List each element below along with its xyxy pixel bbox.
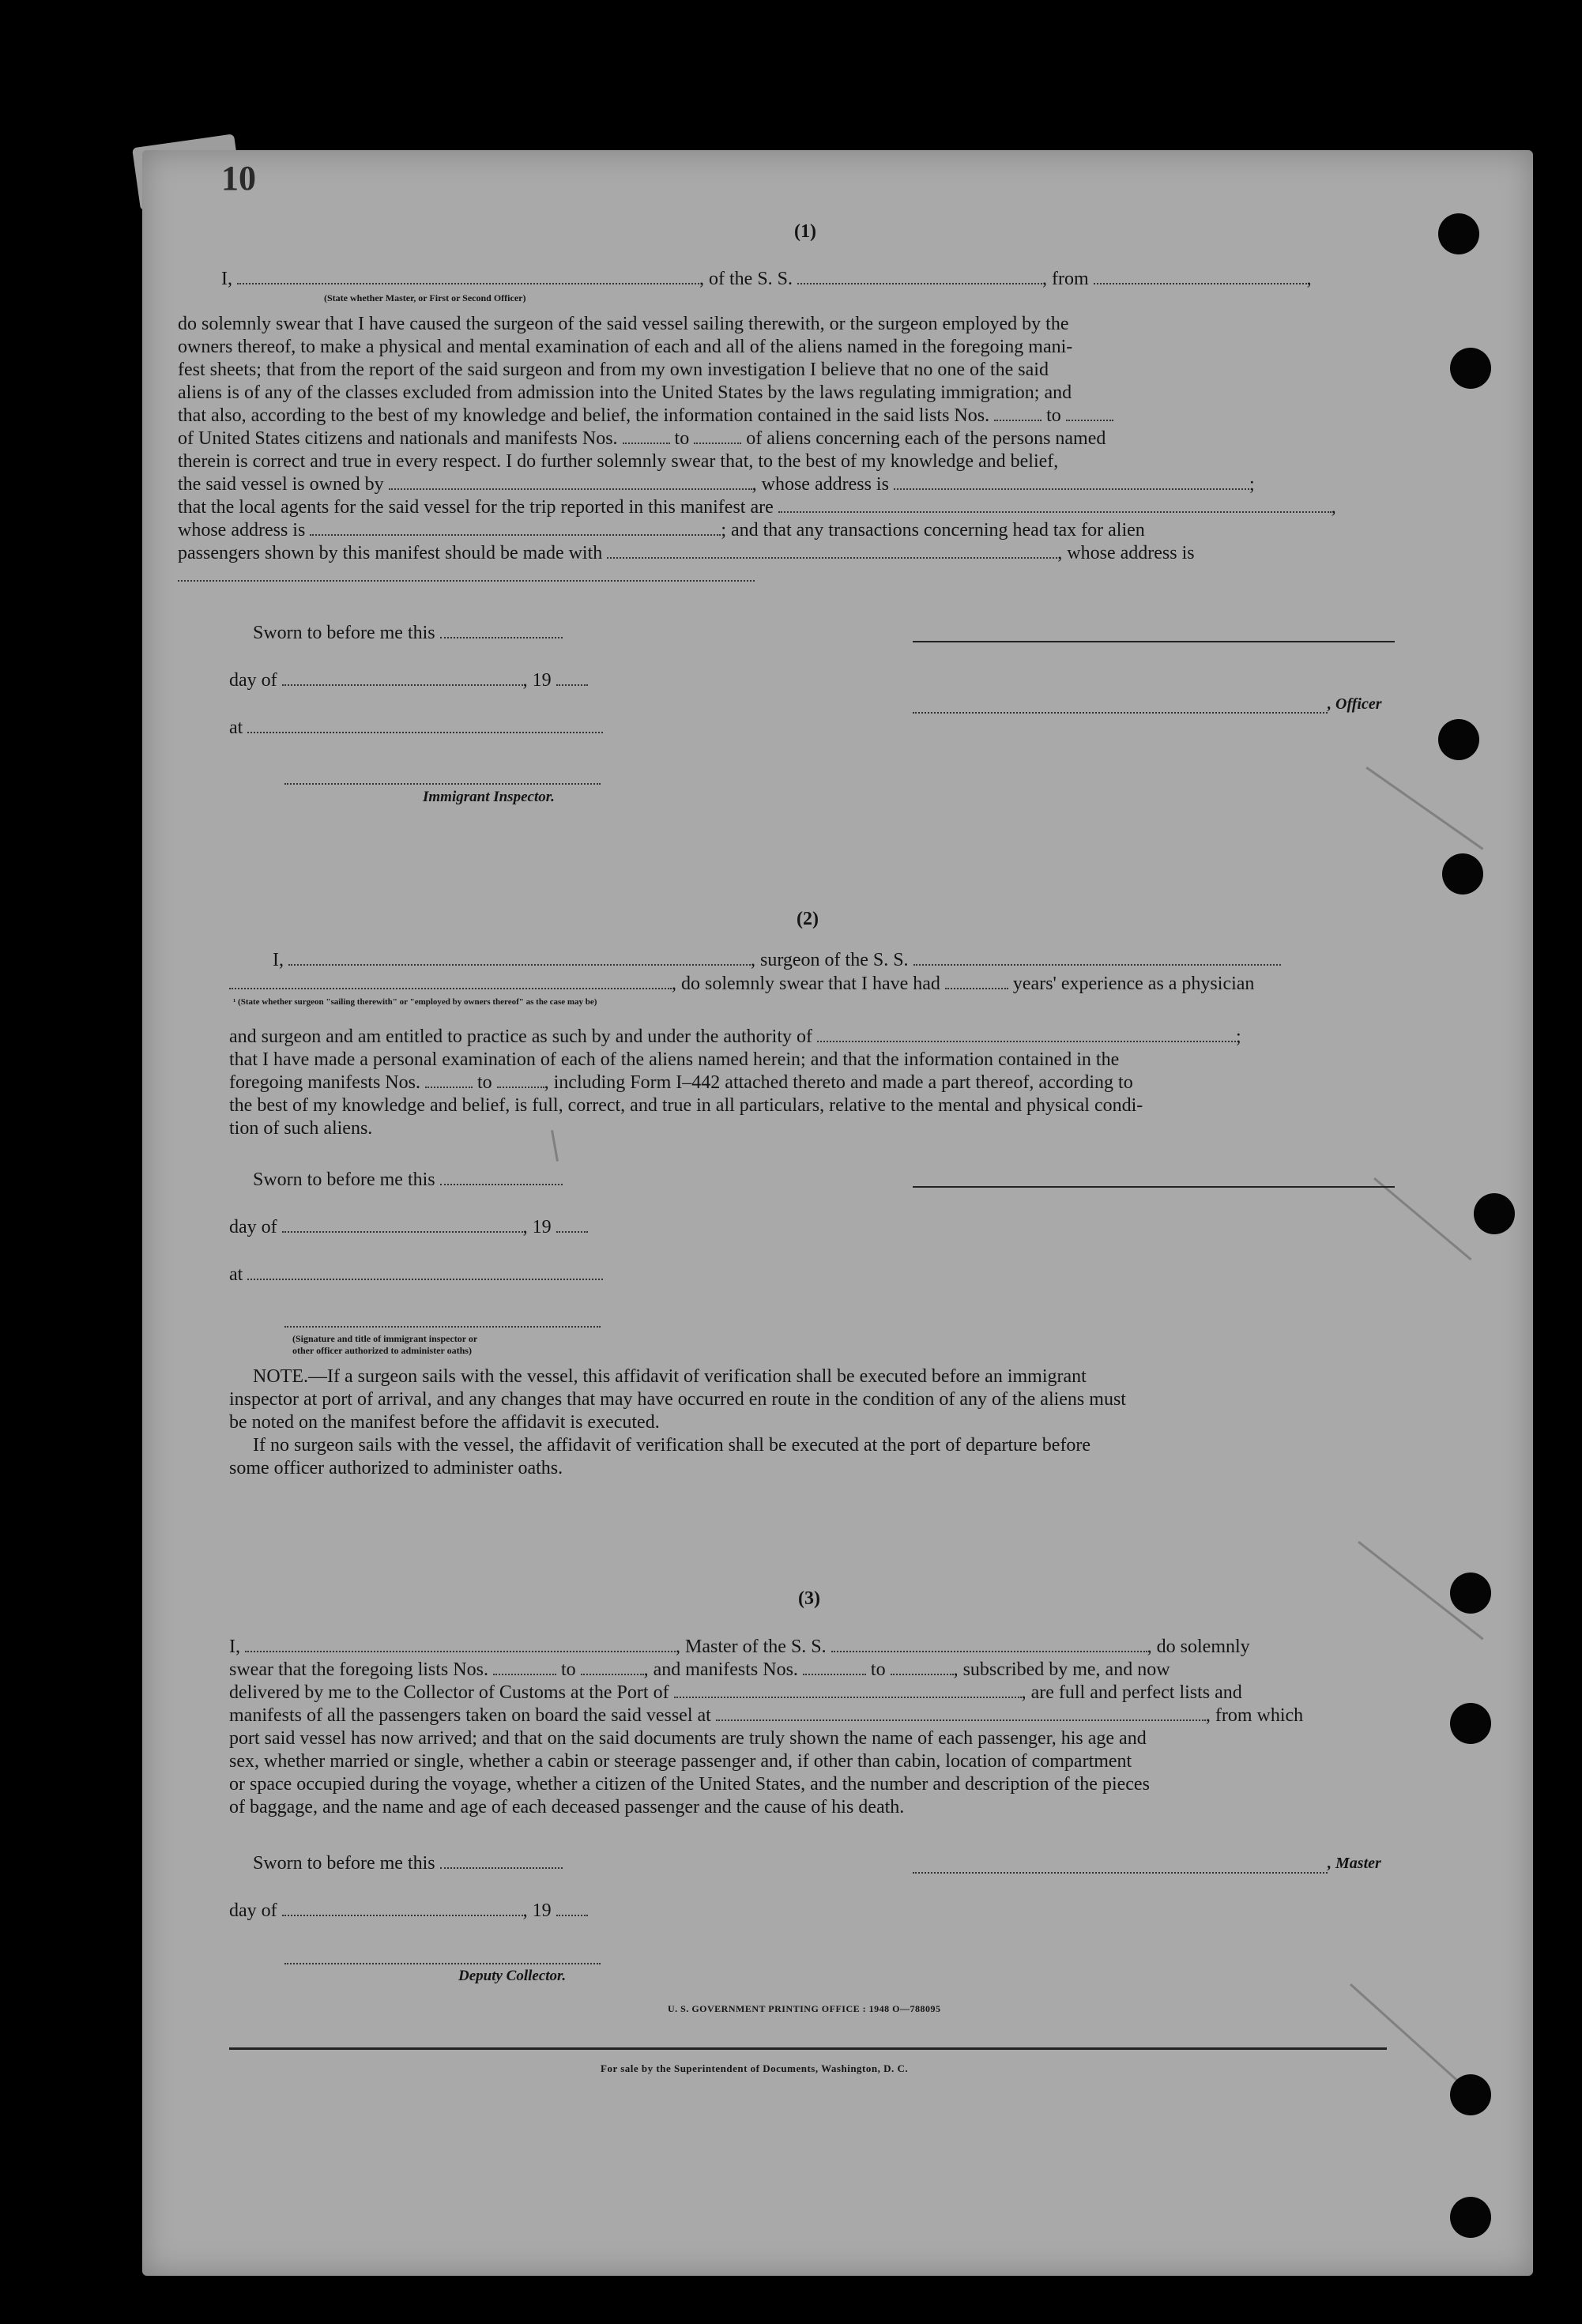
label-surgeon-of: , surgeon of the S. S. xyxy=(751,950,909,970)
body-line: of baggage, and the name and age of each deceased passenger and the cause of his death. xyxy=(229,1797,905,1817)
punch-hole xyxy=(1450,1703,1491,1744)
body-text: , Master of the S. S. xyxy=(676,1637,827,1657)
place-field[interactable] xyxy=(247,731,603,733)
label-i: I, xyxy=(229,1637,240,1657)
year-field[interactable] xyxy=(556,1230,588,1233)
body-text: , including Form I–442 attached thereto and made a part thereof, according to xyxy=(544,1072,1133,1093)
punch-hole xyxy=(1474,1193,1515,1234)
punch-hole xyxy=(1438,213,1479,254)
body-text: that also, according to the best of my knowledge and belief, the information contained in the said lists Nos. xyxy=(178,405,990,426)
body-text: years' experience as a physician xyxy=(1012,974,1255,994)
deputy-label: Deputy Collector. xyxy=(458,1968,567,1984)
surgeon-signature-line[interactable] xyxy=(913,1185,1395,1188)
body-line: the said vessel is owned by , whose address is ; xyxy=(178,474,1255,495)
label-day-of: day of xyxy=(229,670,277,691)
section3-body xyxy=(229,1636,1533,1819)
body-line: port said vessel has now arrived; and that on the said documents are truly shown the name of each passenger, his age and xyxy=(229,1728,1147,1749)
lists-from-field[interactable] xyxy=(493,1673,556,1675)
section2-oath-line xyxy=(273,950,1281,971)
punch-hole xyxy=(1450,1573,1491,1614)
alien-manifest-from-field[interactable] xyxy=(623,442,670,444)
officer-name-field[interactable] xyxy=(913,711,1328,714)
owner-address-field[interactable] xyxy=(894,488,1249,490)
manifest-from-field[interactable] xyxy=(425,1086,473,1088)
officer-rank-field[interactable] xyxy=(237,282,699,284)
punch-hole xyxy=(1438,719,1479,760)
day-field[interactable] xyxy=(282,1230,523,1233)
lists-to-field[interactable] xyxy=(581,1673,644,1675)
label-at: at xyxy=(229,718,243,738)
master-name-field[interactable] xyxy=(245,1650,676,1652)
body-line xyxy=(178,428,1533,450)
section3-heading: (3) xyxy=(798,1588,820,1609)
label-sworn: Sworn to before me this xyxy=(253,623,435,643)
day-field[interactable] xyxy=(282,684,523,686)
label-day-of: day of xyxy=(229,1217,277,1237)
body-text: ; and that any transactions concerning head tax for alien xyxy=(721,520,1145,541)
manifests-from-field[interactable] xyxy=(803,1673,866,1675)
place-field[interactable] xyxy=(247,1278,603,1280)
punch-hole xyxy=(1450,2074,1491,2115)
body-line: therein is correct and true in every respect. I do further solemnly swear that, to the best of my knowledge and belief, xyxy=(178,451,1059,472)
section3-sworn xyxy=(253,1853,563,1874)
label-sworn: Sworn to before me this xyxy=(253,1853,435,1874)
origin-port-field[interactable] xyxy=(1094,282,1307,284)
body-line: aliens is of any of the classes excluded from admission into the United States by the laws regulating immigration; and xyxy=(178,382,1072,403)
punch-hole xyxy=(1442,853,1483,895)
label-i: I, xyxy=(221,269,232,289)
label-to: to xyxy=(674,428,690,449)
body-line xyxy=(178,542,1533,565)
section2-sworn xyxy=(253,1170,563,1191)
page-number: 10 xyxy=(221,159,256,198)
year-field[interactable] xyxy=(556,684,588,686)
note-line: be noted on the manifest before the affidavit is executed. xyxy=(229,1412,660,1433)
body-line: the best of my knowledge and belief, is full, correct, and true in all particulars, relative to the mental and physical condi- xyxy=(229,1095,1143,1116)
section1-heading: (1) xyxy=(794,221,816,242)
manifests-to-field[interactable] xyxy=(891,1673,954,1675)
section1-at xyxy=(229,718,603,739)
label-from: , from xyxy=(1042,269,1089,289)
handwritten-mark xyxy=(1365,767,1483,850)
master-label: , Master xyxy=(1328,1855,1381,1872)
body-line xyxy=(178,405,1533,428)
body-text: , do solemnly swear that I have had xyxy=(672,974,940,994)
customs-port-field[interactable] xyxy=(674,1696,1022,1698)
body-text: , and manifests Nos. xyxy=(643,1659,798,1680)
body-text: that the local agents for the said vessel for the trip reported in this manifest are xyxy=(178,497,774,518)
local-agents-field[interactable] xyxy=(778,510,1332,513)
vessel-name-field[interactable] xyxy=(797,282,1042,284)
years-experience-field[interactable] xyxy=(945,987,1008,989)
sworn-date-field[interactable] xyxy=(440,1183,563,1185)
section1-sworn xyxy=(253,623,563,644)
section2-body xyxy=(229,1026,1533,1140)
section2-day-of xyxy=(229,1217,588,1238)
agents-address-field[interactable] xyxy=(310,533,721,536)
body-line: that I have made a personal examination of each of the aliens named herein; and that the information contained in the xyxy=(229,1049,1120,1070)
body-line: that the local agents for the said vessel for the trip reported in this manifest are , xyxy=(178,497,1336,518)
body-line: fest sheets; that from the report of the said surgeon and from my own investigation I believe that no one of the said xyxy=(178,360,1049,380)
body-line: sex, whether married or single, whether a cabin or steerage passenger and, if other than cabin, location of compartment xyxy=(229,1751,1132,1772)
body-line xyxy=(229,1704,1533,1727)
body-text: and surgeon and am entitled to practice as such by and under the authority of xyxy=(229,1026,812,1047)
sworn-date-field[interactable] xyxy=(440,1866,563,1869)
section2-heading: (2) xyxy=(797,909,819,929)
section1-caption: (State whether Master, or First or Second Officer) xyxy=(324,292,526,303)
manifest-to-field[interactable] xyxy=(497,1086,544,1088)
handwritten-mark xyxy=(1373,1177,1471,1260)
officer-label: , Officer xyxy=(1328,695,1382,713)
officer-signature-line-2[interactable] xyxy=(284,1325,601,1328)
head-tax-address-field[interactable] xyxy=(178,579,755,582)
body-line xyxy=(178,565,1533,588)
body-line xyxy=(229,1636,1533,1659)
body-line: do solemnly swear that I have caused the surgeon of the said vessel sailing therewith, or the surgeon employed by the xyxy=(178,314,1069,334)
punch-hole xyxy=(1450,348,1491,389)
section1-body xyxy=(178,313,1533,588)
body-line xyxy=(178,519,1533,542)
label-to: to xyxy=(560,1659,576,1680)
body-text: swear that the foregoing lists Nos. xyxy=(229,1659,488,1680)
label-year: , 19 xyxy=(522,1900,552,1921)
section2-experience-line xyxy=(229,974,1254,995)
alien-manifest-to-field[interactable] xyxy=(694,442,741,444)
body-text: foregoing manifests Nos. xyxy=(229,1072,420,1093)
body-text: , subscribed by me, and now xyxy=(953,1659,1170,1680)
surgeon-status-field[interactable] xyxy=(229,987,672,989)
body-text: whose address is xyxy=(178,520,306,541)
section3-day-of xyxy=(229,1900,588,1922)
body-line: or space occupied during the voyage, whether a citizen of the United States, and the number and description of the pieces xyxy=(229,1774,1150,1795)
master-signature-line[interactable] xyxy=(913,1871,1328,1874)
body-line xyxy=(229,1682,1533,1704)
sworn-date-field[interactable] xyxy=(440,636,563,638)
label-year: , 19 xyxy=(522,1217,552,1237)
label-to: to xyxy=(870,1659,886,1680)
body-line xyxy=(229,1072,1533,1094)
practice-authority-field[interactable] xyxy=(817,1040,1236,1042)
body-text: passengers shown by this manifest should be made with xyxy=(178,543,603,563)
sig-caption-2: other officer authorized to administer oaths) xyxy=(292,1345,472,1356)
citizen-list-from-field[interactable] xyxy=(994,419,1041,421)
punch-hole xyxy=(1450,2197,1491,2238)
note-line: some officer authorized to administer oaths. xyxy=(229,1458,563,1478)
section2-at xyxy=(229,1264,603,1286)
year-field[interactable] xyxy=(556,1914,588,1916)
body-text: of United States citizens and nationals and manifests Nos. xyxy=(178,428,618,449)
label-i: I, xyxy=(273,950,284,970)
body-text: of aliens concerning each of the persons named xyxy=(746,428,1106,449)
body-line: and surgeon and am entitled to practice as such by and under the authority of ; xyxy=(229,1026,1241,1047)
note-line: NOTE.—If a surgeon sails with the vessel, this affidavit of verification shall be executed before an immigrant xyxy=(253,1366,1087,1387)
label-to: to xyxy=(476,1072,492,1093)
manifest-sheet xyxy=(142,150,1533,2276)
label-of-ss: , of the S. S. xyxy=(699,269,793,289)
body-text: , whose address is xyxy=(1057,543,1195,563)
inspector-signature-line[interactable] xyxy=(284,782,601,785)
note-line: inspector at port of arrival, and any changes that may have occurred en route in the condition of any of the aliens must xyxy=(229,1389,1126,1410)
sig-caption-1: (Signature and title of immigrant inspector or xyxy=(292,1333,478,1344)
body-text: , are full and perfect lists and xyxy=(1021,1682,1242,1703)
officer-signature-line[interactable] xyxy=(913,640,1395,642)
handwritten-mark xyxy=(1350,1983,1469,2091)
day-field[interactable] xyxy=(282,1914,523,1916)
surgeon-name-field[interactable] xyxy=(288,963,751,966)
body-text: , from which xyxy=(1205,1705,1304,1726)
section1-oath-line: I, , of the S. S. , from , xyxy=(221,269,1312,289)
head-tax-party-field[interactable] xyxy=(607,556,1057,559)
footer-rule xyxy=(229,2047,1387,2050)
label-year: , 19 xyxy=(522,670,552,691)
verification-note xyxy=(229,1365,1533,1480)
gpo-imprint: U. S. GOVERNMENT PRINTING OFFICE : 1948 O—788095 xyxy=(668,2003,941,2014)
label-at: at xyxy=(229,1264,243,1285)
body-text: delivered by me to the Collector of Customs at the Port of xyxy=(229,1682,669,1703)
departure-port-field[interactable] xyxy=(716,1719,1206,1721)
body-text: the said vessel is owned by xyxy=(178,474,384,495)
label-day-of: day of xyxy=(229,1900,277,1921)
note-line: If no surgeon sails with the vessel, the affidavit of verification shall be executed at the port of departure before xyxy=(253,1435,1091,1456)
body-line: tion of such aliens. xyxy=(229,1118,373,1139)
master-vessel-field[interactable] xyxy=(831,1650,1147,1652)
surgeon-vessel-field[interactable] xyxy=(913,963,1281,966)
deputy-signature-line[interactable] xyxy=(284,1962,601,1964)
body-line xyxy=(229,1659,1533,1682)
body-text: , whose address is xyxy=(751,474,889,495)
body-text: manifests of all the passengers taken on board the said vessel at xyxy=(229,1705,711,1726)
section1-day-of xyxy=(229,670,588,691)
inspector-label: Immigrant Inspector. xyxy=(423,789,555,805)
label-to: to xyxy=(1046,405,1061,426)
vessel-owner-field[interactable] xyxy=(389,488,752,490)
for-sale-notice: For sale by the Superintendent of Documents, Washington, D. C. xyxy=(601,2062,909,2074)
citizen-list-to-field[interactable] xyxy=(1066,419,1113,421)
label-sworn: Sworn to before me this xyxy=(253,1170,435,1190)
body-line: owners thereof, to make a physical and mental examination of each and all of the aliens named in the foregoing mani- xyxy=(178,337,1073,357)
body-text: , do solemnly xyxy=(1147,1637,1250,1657)
section2-caption: ¹ (State whether surgeon "sailing therewith" or "employed by owners thereof" as the case may be) xyxy=(233,997,597,1007)
